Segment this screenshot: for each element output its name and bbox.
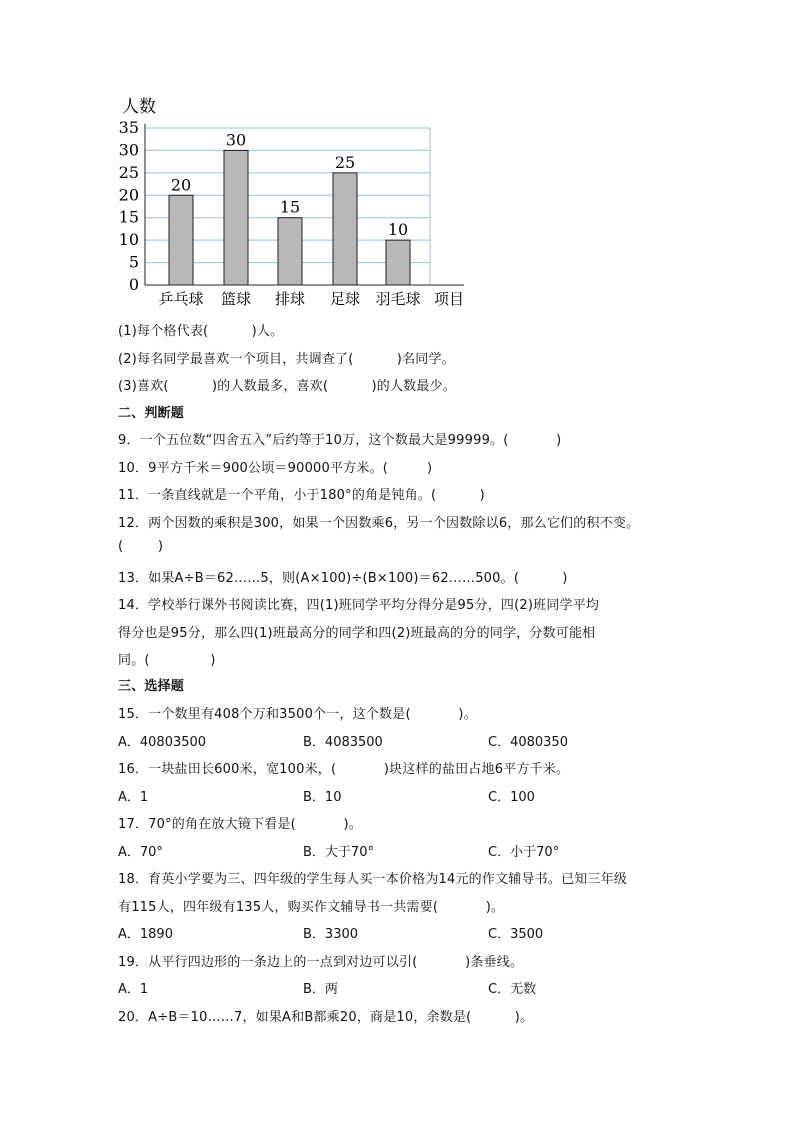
choice-question-stem: 有115人，四年级有135人，购买作文辅导书一共需要( )。	[118, 899, 505, 915]
choice-option: B．4083500	[303, 734, 383, 750]
bar-value-label: 10	[387, 220, 409, 240]
choice-option: B．大于70°	[303, 844, 374, 860]
y-tick-label: 5	[128, 252, 139, 272]
judge-question-line: 14．学校举行课外书阅读比赛，四(1)班同学平均分得分是95分，四(2)班同学平均	[118, 598, 600, 613]
bar-chart	[108, 92, 478, 314]
judge-question-line: 13．如果A÷B＝62……5，则(A×100)÷(B×100)＝62……500。( )	[118, 570, 568, 586]
section-title: 三、选择题	[118, 679, 185, 694]
choice-question-stem: 15．一个数里有408个万和3500个一，这个数是( )。	[118, 707, 477, 722]
y-tick-label: 10	[118, 230, 139, 250]
choice-option: A．1	[118, 982, 149, 997]
judge-question-line: 11．一条直线就是一个平角，小于180°的角是钝角。( )	[118, 488, 485, 503]
category-label: 排球	[274, 290, 306, 308]
judge-question-line: 12．两个因数的乘积是300，如果一个因数乘6，另一个因数除以6，那么它们的积不变。	[118, 515, 640, 531]
choice-question-stem: 18．育英小学要为三、四年级的学生每人买一本价格为14元的作文辅导书。已知三年级	[118, 872, 628, 887]
choice-option: A．70°	[118, 844, 163, 860]
y-tick-label: 0	[128, 275, 139, 294]
bar-value-label: 25	[334, 152, 356, 172]
judge-question-line: 10．9平方千米＝900公顷＝90000平方米。( )	[118, 460, 433, 476]
bar	[169, 195, 193, 285]
category-label: 羽毛球	[375, 290, 421, 308]
judge-question-line: 同。( )	[118, 653, 216, 668]
fill-question: (3)喜欢( )的人数最多，喜欢( )的人数最少。	[118, 379, 456, 394]
y-tick-label: 25	[118, 162, 139, 182]
section-title: 二、判断题	[118, 406, 185, 421]
bar-value-label: 20	[170, 175, 192, 195]
choice-option: C．小于70°	[488, 844, 560, 860]
choice-option: A．40803500	[118, 734, 207, 750]
y-tick-label: 30	[118, 140, 139, 160]
bar	[386, 240, 410, 285]
category-label: 乒乓球	[158, 290, 204, 308]
choice-option: C．无数	[488, 982, 537, 997]
choice-option: A．1890	[118, 927, 173, 942]
choice-question-stem: 16．一块盐田长600米，宽100米，( )块这样的盐田占地6平方千米。	[118, 762, 570, 777]
chart-y-ticks	[119, 118, 139, 294]
choice-option: A．1	[118, 789, 149, 805]
category-label: 足球	[329, 290, 361, 308]
bar-value-label: 30	[225, 130, 247, 150]
choice-question-stem: 17．70°的角在放大镜下看是( )。	[118, 817, 362, 832]
choice-question-stem: 19．从平行四边形的一条边上的一点到对边可以引( )条垂线。	[118, 954, 524, 970]
choice-option: C．4080350	[488, 734, 568, 750]
judge-question-line: 9．一个五位数“四舍五入”后约等于10万，这个数最大是99999。( )	[118, 433, 562, 448]
bar	[278, 218, 302, 285]
chart-bars	[169, 130, 410, 285]
choice-option: C．3500	[488, 927, 544, 942]
category-label: 篮球	[220, 290, 252, 308]
bar	[224, 150, 248, 285]
choice-option: C．100	[488, 789, 535, 805]
fill-question: (2)每名同学最喜欢一个项目，共调查了( )名同学。	[118, 351, 455, 367]
choice-question-stem: 20．A÷B＝10……7，如果A和B都乘20，商是10，余数是( )。	[118, 1009, 534, 1025]
judge-question-line: ( )	[118, 539, 164, 554]
y-tick-label: 20	[118, 185, 139, 205]
chart-categories	[158, 290, 420, 308]
choice-option: B．两	[303, 982, 338, 997]
y-tick-label: 35	[118, 118, 139, 137]
fill-question: (1)每个格代表( )人。	[118, 324, 284, 339]
chart-x-label: 项目	[434, 290, 465, 308]
y-tick-label: 15	[118, 207, 139, 227]
judge-question-line: 得分也是95分，那么四(1)班最高分的同学和四(2)班最高的分的同学，分数可能相	[118, 625, 596, 641]
choice-option: B．3300	[303, 927, 359, 942]
bar-value-label: 15	[279, 197, 301, 217]
bar	[333, 173, 357, 285]
choice-option: B．10	[303, 789, 342, 805]
chart-y-label: 人数	[122, 97, 156, 117]
